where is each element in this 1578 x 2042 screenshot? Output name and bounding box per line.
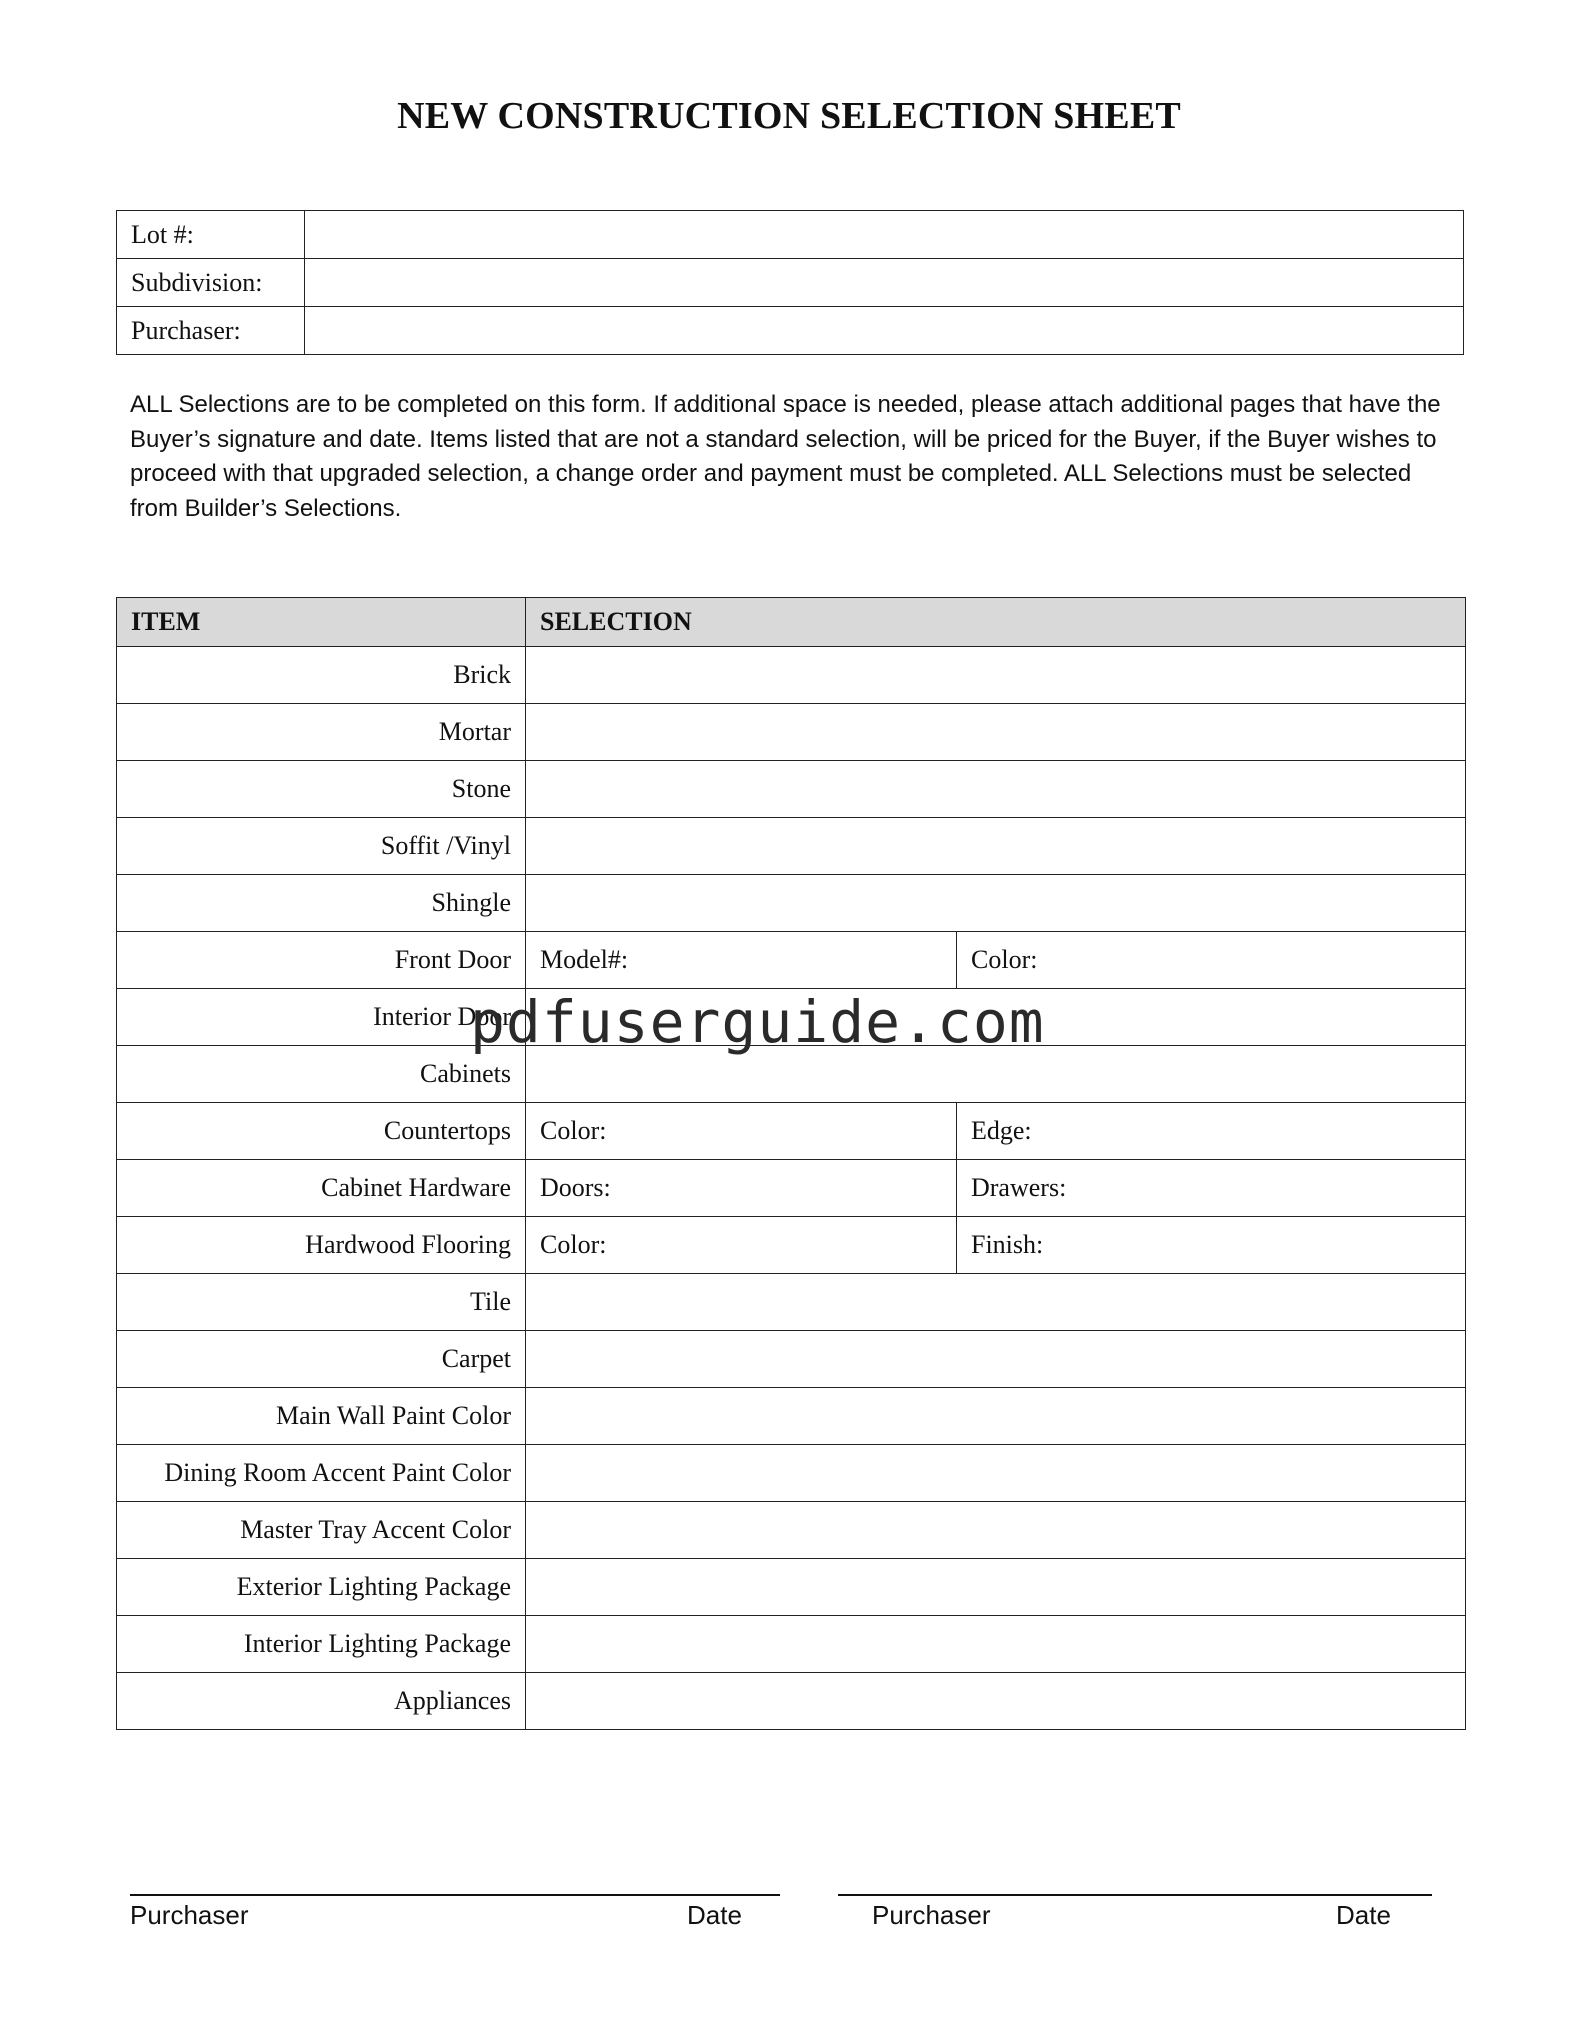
info-row-subdivision: [117, 259, 1464, 307]
table-row: [117, 1445, 1466, 1502]
item-label: Exterior Lighting Package: [117, 1559, 526, 1616]
table-row: [117, 932, 1466, 989]
item-label: Cabinet Hardware: [117, 1160, 526, 1217]
selection-field-left[interactable]: Model#:: [526, 932, 957, 989]
selection-field[interactable]: [526, 761, 1466, 818]
signature-line-2[interactable]: [838, 1894, 1432, 1896]
table-row: [117, 1502, 1466, 1559]
item-label: Cabinets: [117, 1046, 526, 1103]
table-row: [117, 647, 1466, 704]
selection-field[interactable]: [526, 647, 1466, 704]
item-label: Hardwood Flooring: [117, 1217, 526, 1274]
item-label: Main Wall Paint Color: [117, 1388, 526, 1445]
item-label: Mortar: [117, 704, 526, 761]
selection-field-left[interactable]: Color:: [526, 1217, 957, 1274]
instructions-paragraph: ALL Selections are to be completed on this form. If additional space is needed, please attach additional pages that have the Buyer’s signature and date. Items listed that are not a standard selection, will be priced for the Buyer, if the Buyer wishes to proceed with that upgraded selection, a change order and payment must be completed. ALL Selections must be selected from Builder’s Selections.: [130, 391, 1441, 522]
selection-field[interactable]: [526, 1502, 1466, 1559]
property-info-table: [116, 210, 1464, 355]
date-label-2: Date: [1336, 1900, 1391, 1930]
selection-table: [116, 597, 1466, 1730]
table-row: [117, 1616, 1466, 1673]
signature-line-1[interactable]: [130, 1894, 780, 1896]
selection-field[interactable]: [526, 1616, 1466, 1673]
purchaser-signature-label-2: Purchaser: [872, 1900, 991, 1930]
table-row: [117, 1673, 1466, 1730]
selection-column-header: SELECTION: [526, 598, 1466, 647]
selection-field[interactable]: [526, 1673, 1466, 1730]
table-row: [117, 875, 1466, 932]
info-row-purchaser: [117, 307, 1464, 355]
selection-field-right[interactable]: Edge:: [957, 1103, 1466, 1160]
selection-field-right[interactable]: Finish:: [957, 1217, 1466, 1274]
subdivision-label: Subdivision:: [117, 259, 305, 307]
selection-field[interactable]: [526, 1388, 1466, 1445]
selection-field-left[interactable]: Color:: [526, 1103, 957, 1160]
lot-field[interactable]: [305, 211, 1464, 259]
info-row-lot: [117, 211, 1464, 259]
table-row: [117, 1331, 1466, 1388]
table-row: [117, 761, 1466, 818]
item-label: Interior Door: [117, 989, 526, 1046]
selection-field[interactable]: [526, 989, 1466, 1046]
table-row: [117, 1274, 1466, 1331]
lot-label: Lot #:: [117, 211, 305, 259]
purchaser-label: Purchaser:: [117, 307, 305, 355]
item-label: Front Door: [117, 932, 526, 989]
selection-field[interactable]: [526, 1559, 1466, 1616]
selection-field[interactable]: [526, 1445, 1466, 1502]
item-label: Shingle: [117, 875, 526, 932]
item-label: Interior Lighting Package: [117, 1616, 526, 1673]
item-label: Dining Room Accent Paint Color: [117, 1445, 526, 1502]
selection-field[interactable]: [526, 1331, 1466, 1388]
table-row: [117, 818, 1466, 875]
watermark: pdfuserguide.com: [470, 988, 1045, 1056]
subdivision-field[interactable]: [305, 259, 1464, 307]
purchaser-signature-label-1: Purchaser: [130, 1900, 249, 1930]
selection-field[interactable]: [526, 1274, 1466, 1331]
table-row: [117, 1559, 1466, 1616]
date-label-1: Date: [687, 1900, 742, 1930]
selection-field[interactable]: [526, 704, 1466, 761]
item-label: Carpet: [117, 1331, 526, 1388]
item-label: Stone: [117, 761, 526, 818]
selection-field[interactable]: [526, 818, 1466, 875]
table-row: [117, 704, 1466, 761]
table-row: [117, 989, 1466, 1046]
item-label: Appliances: [117, 1673, 526, 1730]
item-label: Tile: [117, 1274, 526, 1331]
item-label: Brick: [117, 647, 526, 704]
table-row: [117, 1160, 1466, 1217]
table-row: [117, 1046, 1466, 1103]
table-row: [117, 1217, 1466, 1274]
selection-field-left[interactable]: Doors:: [526, 1160, 957, 1217]
purchaser-field[interactable]: [305, 307, 1464, 355]
item-label: Master Tray Accent Color: [117, 1502, 526, 1559]
item-label: Countertops: [117, 1103, 526, 1160]
table-row: [117, 1388, 1466, 1445]
item-column-header: ITEM: [117, 598, 526, 647]
item-label: Soffit /Vinyl: [117, 818, 526, 875]
table-row: [117, 1103, 1466, 1160]
table-header-row: [117, 598, 1466, 647]
selection-field-right[interactable]: Color:: [957, 932, 1466, 989]
page-title: NEW CONSTRUCTION SELECTION SHEET: [397, 95, 1181, 137]
selection-field[interactable]: [526, 1046, 1466, 1103]
selection-field-right[interactable]: Drawers:: [957, 1160, 1466, 1217]
selection-field[interactable]: [526, 875, 1466, 932]
